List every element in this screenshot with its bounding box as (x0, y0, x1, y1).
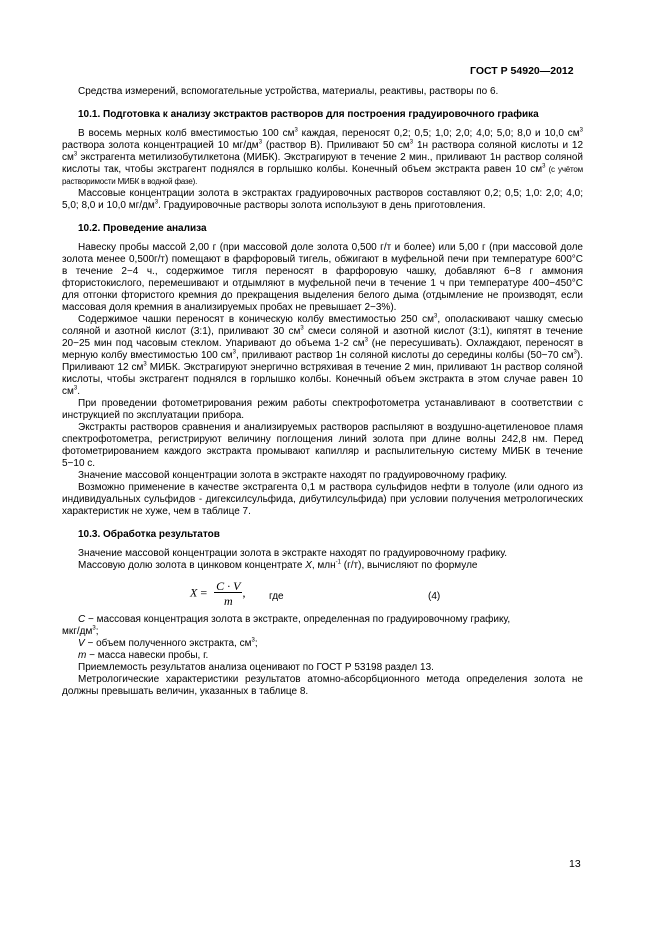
formula-fraction (214, 580, 242, 607)
page-number: 13 (569, 858, 581, 870)
section-10-1-paragraph-2: Массовые концентрации золота в экстрактах градуировочных растворов составляют 0,2; 0,5; 1,0: 2,0; 4,0; 5,0; 8,0 и 10,0 $мг/дм^3$. Градуировочные растворы золота используют в день приготовления. (62, 188, 583, 211)
section-10-3-paragraph-2: Массовую долю золота в цинковом концентрате X, млн$^{-1}$ (г/т), вычисляют по формуле (78, 559, 478, 571)
section-10-3-heading: 10.3. Обработка результатов (78, 529, 220, 540)
section-10-1-heading: 10.1. Подготовка к анализу экстрактов растворов для построения градуировочного графика (78, 109, 539, 120)
page-content (62, 86, 583, 698)
section-10-2-heading: 10.2. Проведение анализа (78, 223, 207, 234)
section-10-2-paragraph-6: Возможно применение в качестве экстрагента 0,1 м раствора сульфидов нефти в толуоле (или одного из индивидуальных сульфидов - дигексилсульфида, дибутилсульфида) при условии получения метрологических характеристик не хуже, чем в таблице 7. (62, 482, 583, 517)
formula-expression: X = $\frac{C \cdot V}{m}$ , (190, 579, 246, 608)
formula-number: (4) (428, 591, 441, 602)
definition-m: m − масса навески пробы, г. (78, 650, 209, 661)
definition-c-unit: мкг/$дм^3$; (62, 625, 99, 637)
section-10-3-paragraph-3: Приемлемость результатов анализа оценивают по ГОСТ Р 53198 раздел 13. (78, 662, 434, 673)
formula-numerator: C · V (216, 579, 241, 593)
section-10-3-paragraph-1: Значение массовой концентрации золота в экстракте находят по градуировочному графику. (78, 548, 508, 559)
section-10-2-paragraph-3: При проведении фотометрирования режим работы спектрофотометра устанавливают в соответствии с инструкцией по эксплуатации прибора. (62, 398, 583, 421)
formula-where: где (269, 591, 284, 602)
section-10-2-paragraph-2: Содержимое чашки переносят в коническую колбу вместимостью 250 $см^3$, ополаскивают чашку смесью соляной и азотной кислот (3:1), приливают 30 $см^3$ смеси соляной и азотной кислот (3:1), кипятят в течение 20−25 мин под часовым стеклом. Упаривают до объема 1-2 $см^3$ (не пересушивать). Охлаждают, переносят в мерную колбу вместимостью 100 $см^3$, приливают раствор 1н соляной кислоты до середины колбы (50−70 $см^3$). Приливают 12 $см^3$ МИБК. Экстрагируют энергично встряхивая в течение 2 мин, приливают 1н раствор соляной кислоты, чтобы экстрагент поднялся в горлышко колбы. Конечный объем экстракта в этом случае равен 10 $см^3$. (62, 313, 584, 397)
intro-paragraph: Средства измерений, вспомогательные устройства, материалы, реактивы, растворы по 6. (78, 86, 499, 97)
formula-denominator: m (223, 594, 233, 608)
section-10-2-paragraph-4: Экстракты растворов сравнения и анализируемых растворов распыляют в воздушно-ацетиленовое пламя спектрофотометра, регистрируют величину поглощения линий золота при длине волны 242,8 нм. Перед фотометрированием каждого экстракта промывают капилляр и распылительную систему МИБК в течение 5−10 с. (62, 422, 583, 469)
standard-number: ГОСТ Р 54920—2012 (470, 65, 574, 77)
section-10-3-paragraph-4: Метрологические характеристики результатов атомно-абсорбционного метода определения золота не должны превышать величин, указанных в таблице 8. (62, 674, 583, 697)
section-10-2-paragraph-5: Значение массовой концентрации золота в экстракте находят по градуировочному графику. (78, 470, 508, 481)
formula-4 (62, 580, 583, 614)
definition-v: V − объем полученного экстракта, $см^3$; (78, 637, 258, 649)
section-10-2-paragraph-1: Навеску пробы массой 2,00 г (при массовой доле золота 0,500 г/т и более) или 5,00 г (при массовой доле золота менее 0,500г/т) помещают в фарфоровый тигель, обжигают в муфельной печи при температуре 600°С в течение 2−4 ч., содержимое тигля переносят в фарфоровую чашку, добавляют 6−8 г аммония фтористокислого, перемешивают и отдымляют в муфельной печи в течение 1 ч при температуре 400−450°С для отгонки фтористого кремния до прекращения выделения белого дыма (отдымление не производят, если массовая доля кремния в анализируемых пробах не превышает 2−3%). (62, 242, 583, 313)
section-10-1-paragraph-1: В восемь мерных колб вместимостью 100 $см^3$ каждая, переносят 0,2; 0,5; 1,0; 2,0; 4,0; 5,0; 8,0 и 10,0 $см^3$ раствора золота концентрацией 10 $мг/дм^3$ (раствор В). Приливают 50 $см^3$ 1н раствора соляной кислоты и 12 $см^3$ экстрагента метилизобутилкетона (МИБК). Экстрагируют в течение 2 мин., приливают 1н раствор соляной кислоты так, чтобы экстрагент поднялся в горлышко колбы. Конечный объем экстракта равен 10 $см^3$ (с учётом растворимости МИБК в водной фазе). (62, 127, 584, 186)
definition-c: C − массовая концентрация золота в экстракте, определенная по градуировочному графику, (78, 614, 511, 625)
